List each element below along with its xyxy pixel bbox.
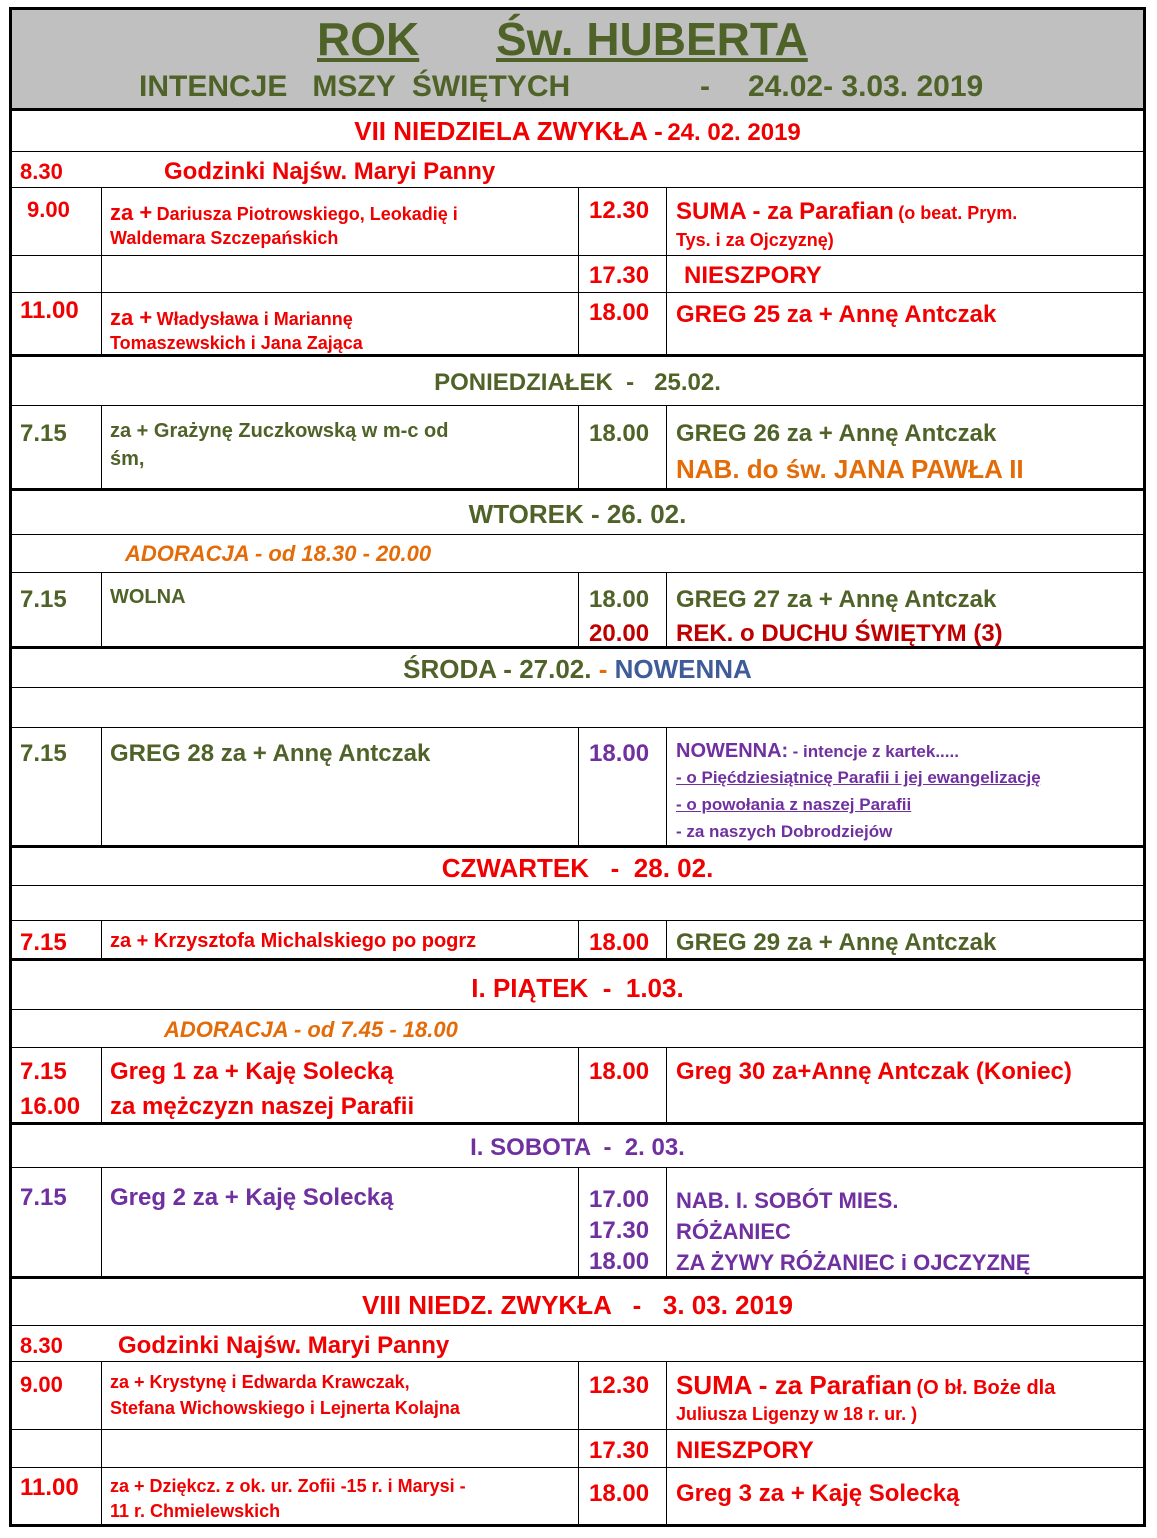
monday-title: PONIEDZIAŁEK - 25.02. <box>434 369 721 396</box>
sunday2-r4-text2: 11 r. Chmielewskich <box>110 1501 281 1521</box>
friday-title-row <box>12 958 1143 1012</box>
header-dash: - <box>700 70 710 103</box>
saturday-row <box>12 1167 1143 1277</box>
wednesday-n2: - o Pięćdziesiątnicę Parafii i jej ewangelizację <box>676 768 1041 787</box>
sunday2-r2-rtime: 12.30 <box>589 1372 650 1399</box>
sunday2-r2-text1: za + Krystynę i Edwarda Krawczak, <box>110 1372 410 1392</box>
wednesday-time: 7.15 <box>20 740 67 767</box>
friday-rtime: 18.00 <box>589 1058 650 1085</box>
sunday2-r2-text2: Stefana Wichowskiego i Lejnerta Kolajna <box>110 1398 460 1418</box>
header-rok: ROK <box>317 13 420 65</box>
tuesday-time: 7.15 <box>20 586 67 613</box>
tuesday-rtime1: 18.00 <box>589 586 650 613</box>
friday-title: I. PIĄTEK - 1.03. <box>471 973 684 1003</box>
tuesday-row <box>12 572 1143 647</box>
sunday1-r4-time: 11.00 <box>20 297 79 324</box>
sunday1-r2-text2: Waldemara Szczepańskich <box>110 228 339 248</box>
sunday2-r2-rtext1b: (O bł. Boże dla <box>916 1377 1056 1399</box>
tuesday-adoration-row <box>12 534 1143 573</box>
wednesday-title2: NOWENNA <box>614 654 752 684</box>
sunday2-title: VIII NIEDZ. ZWYKŁA - 3. 03. 2019 <box>361 1290 794 1320</box>
saturday-rtext2: RÓŻANIEC <box>676 1219 791 1244</box>
schedule-sheet <box>9 7 1146 1527</box>
monday-rtext: GREG 26 za + Annę Antczak <box>676 420 997 447</box>
tuesday-rtime2: 20.00 <box>589 620 650 647</box>
thursday-title-row <box>12 845 1143 888</box>
monday-rtext2: NAB. do św. JANA PAWŁA II <box>676 454 1024 484</box>
sunday1-row2 <box>12 187 1143 256</box>
wednesday-dash: - <box>598 654 608 684</box>
friday-time2: 16.00 <box>20 1093 81 1120</box>
sunday2-row1 <box>12 1325 1143 1362</box>
tuesday-adoration: ADORACJA - od 18.30 - 20.00 <box>125 541 432 566</box>
wednesday-n4: - za naszych Dobrodziejów <box>676 822 893 841</box>
sunday2-r4-text1: za + Dziękcz. z ok. ur. Zofii -15 r. i Marysi - <box>110 1476 466 1496</box>
header <box>12 10 1143 108</box>
sunday1-date: 24. 02. 2019 <box>667 119 801 146</box>
sunday1-r2-za: za + <box>110 200 153 225</box>
wednesday-title-row <box>12 646 1143 690</box>
sunday1-r2-rtext2: Tys. i za Ojczyznę) <box>676 230 834 250</box>
sunday2-r1-text: Godzinki Najśw. Maryi Panny <box>118 1332 450 1359</box>
sunday2-r3-rtime: 17.30 <box>589 1437 650 1464</box>
sunday1-r2-time: 9.00 <box>27 197 70 222</box>
monday-title-row <box>12 354 1143 408</box>
tuesday-rtext1: GREG 27 za + Annę Antczak <box>676 586 997 613</box>
sunday2-row4 <box>12 1467 1143 1525</box>
sunday1-r4-text1: Władysława i Mariannę <box>156 309 353 329</box>
sunday1-r4-rtext: GREG 25 za + Annę Antczak <box>676 301 997 328</box>
sunday1-r1-time: 8.30 <box>20 159 63 184</box>
wednesday-row <box>12 727 1143 846</box>
thursday-empty-row <box>12 885 1143 921</box>
friday-text2: za mężczyzn naszej Parafii <box>110 1093 415 1120</box>
tuesday-text: WOLNA <box>110 586 186 608</box>
sunday2-title-row <box>12 1276 1143 1328</box>
monday-row <box>12 405 1143 489</box>
saturday-title-row <box>12 1122 1143 1170</box>
thursday-time: 7.15 <box>20 929 67 956</box>
saturday-time: 7.15 <box>20 1184 67 1211</box>
sunday2-row2 <box>12 1361 1143 1430</box>
friday-adoration: ADORACJA - od 7.45 - 18.00 <box>164 1017 458 1042</box>
sunday2-r4-rtext: Greg 3 za + Kaję Solecką <box>676 1480 960 1507</box>
header-subtitle: INTENCJE MSZY ŚWIĘTYCH <box>139 70 571 103</box>
thursday-title: CZWARTEK - 28. 02. <box>441 853 714 883</box>
sunday1-title-row <box>12 108 1143 154</box>
sunday1-r3-rtime: 17.30 <box>589 262 650 289</box>
sunday1-r4-za: za + <box>110 305 153 330</box>
wednesday-title: ŚRODA - 27.02. <box>403 654 592 684</box>
sunday1-row3 <box>12 255 1143 293</box>
monday-rtime: 18.00 <box>589 420 650 447</box>
wednesday-n3: - o powołania z naszej Parafii <box>676 795 912 814</box>
wednesday-text: GREG 28 za + Annę Antczak <box>110 740 431 767</box>
tuesday-rtext2: REK. o DUCHU ŚWIĘTYM (3) <box>676 620 1003 647</box>
tuesday-title: WTOREK - 26. 02. <box>468 499 687 529</box>
friday-rtext: Greg 30 za+Annę Antczak (Koniec) <box>676 1058 1072 1085</box>
sunday1-r4-text2: Tomaszewskich i Jana Zająca <box>110 333 363 353</box>
saturday-rtext3: ZA ŻYWY RÓŻANIEC i OJCZYZNĘ <box>676 1250 1031 1275</box>
wednesday-n1a: NOWENNA: <box>676 740 789 762</box>
monday-time: 7.15 <box>20 420 67 447</box>
thursday-rtext: GREG 29 za + Annę Antczak <box>676 929 997 956</box>
sunday2-r4-rtime: 18.00 <box>589 1480 650 1507</box>
sunday2-r4-time: 11.00 <box>20 1474 79 1501</box>
saturday-rtime2: 17.30 <box>589 1217 650 1244</box>
thursday-row <box>12 920 1143 959</box>
friday-row <box>12 1047 1143 1123</box>
saturday-rtime3: 18.00 <box>589 1248 650 1275</box>
sunday2-r3-rtext: NIESZPORY <box>676 1437 814 1464</box>
sunday1-r2-rtext1: SUMA - za Parafian <box>676 198 894 225</box>
monday-text1: za + Grażynę Zuczkowską w m-c od <box>110 420 449 442</box>
monday-text2: śm, <box>110 448 145 470</box>
header-saint: Św. HUBERTA <box>496 13 808 65</box>
sunday2-r2-rtext1: SUMA - za Parafian <box>676 1370 912 1400</box>
thursday-text: za + Krzysztofa Michalskiego po pogrz <box>110 930 477 952</box>
sunday1-title: VII NIEDZIELA ZWYKŁA - <box>354 116 663 146</box>
sunday1-r2-rtext1b: (o beat. Prym. <box>898 203 1018 223</box>
sunday1-r1-text: Godzinki Najśw. Maryi Panny <box>164 158 496 185</box>
sunday1-row1 <box>12 151 1143 188</box>
header-date-range: 24.02- 3.03. 2019 <box>748 70 984 103</box>
saturday-rtime1: 17.00 <box>589 1186 650 1213</box>
wednesday-empty-row <box>12 687 1143 728</box>
saturday-rtext1: NAB. I. SOBÓT MIES. <box>676 1188 899 1213</box>
friday-text1: Greg 1 za + Kaję Solecką <box>110 1058 394 1085</box>
tuesday-title-row <box>12 488 1143 537</box>
sunday2-r1-time: 8.30 <box>20 1333 63 1358</box>
wednesday-rtime: 18.00 <box>589 740 650 767</box>
sunday1-r4-rtime: 18.00 <box>589 299 650 326</box>
sunday1-row4 <box>12 292 1143 355</box>
sunday1-r2-text1: Dariusza Piotrowskiego, Leokadię i <box>156 204 458 224</box>
saturday-title: I. SOBOTA - 2. 03. <box>470 1134 685 1161</box>
saturday-text: Greg 2 za + Kaję Solecką <box>110 1184 394 1211</box>
thursday-rtime: 18.00 <box>589 929 650 956</box>
sunday2-row3 <box>12 1429 1143 1468</box>
sunday2-r2-time: 9.00 <box>20 1372 63 1397</box>
sunday2-r2-rtext2: Juliusza Ligenzy w 18 r. ur. ) <box>676 1404 918 1424</box>
friday-adoration-row <box>12 1009 1143 1048</box>
sunday1-r3-rtext: NIESZPORY <box>684 262 822 289</box>
sunday1-r2-rtime: 12.30 <box>589 197 650 224</box>
wednesday-n1b: - intencje z kartek..... <box>792 742 959 761</box>
friday-time1: 7.15 <box>20 1058 67 1085</box>
